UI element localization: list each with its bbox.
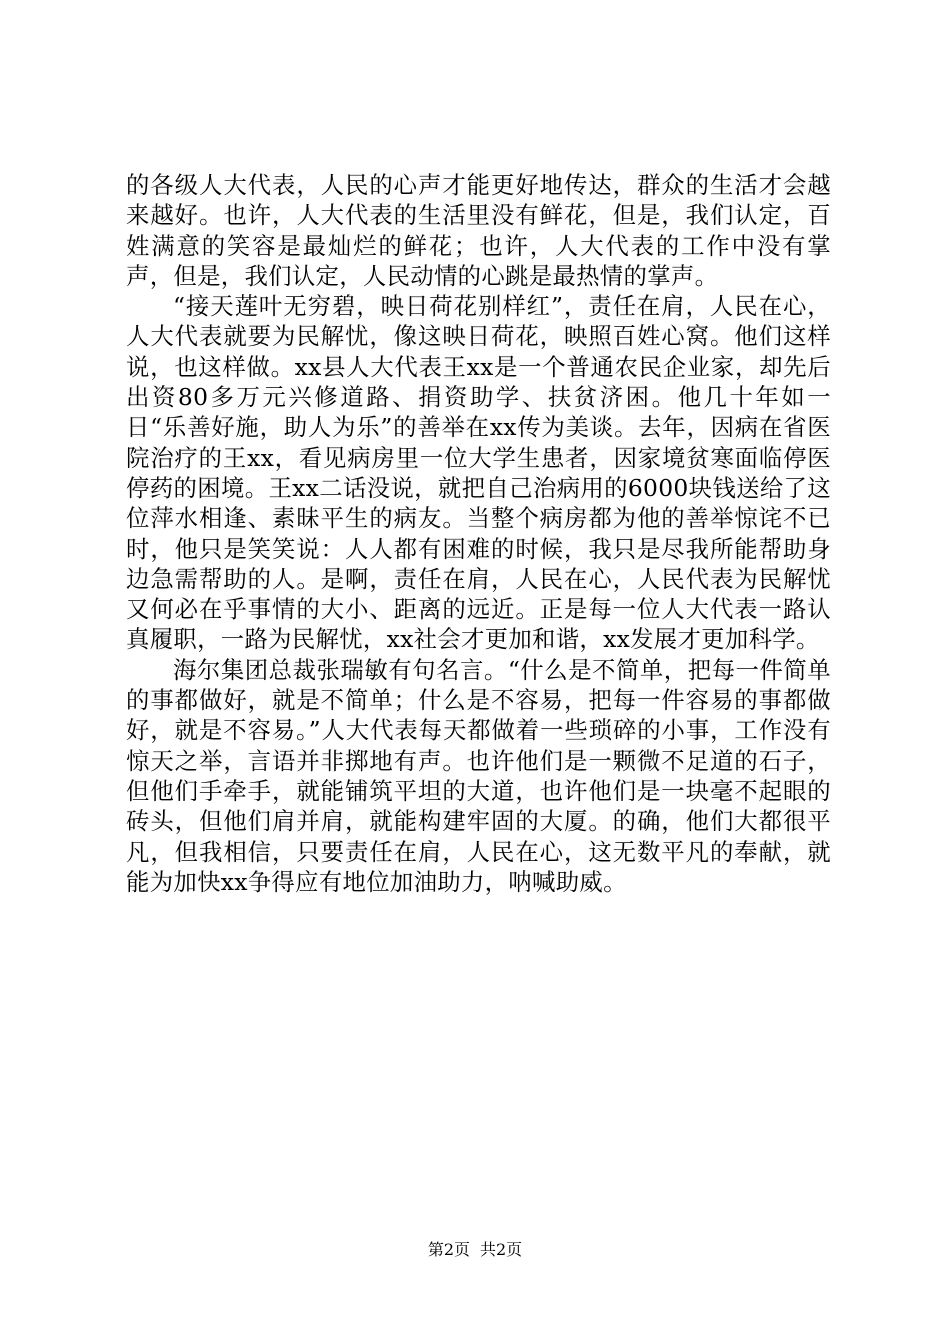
page-total: 共2页 [480, 1240, 523, 1259]
paragraph-3: 海尔集团总裁张瑞敏有句名言。“什么是不简单，把每一件简单的事都做好，就是不简单；什么是不容易，把每一件容易的事都做好，就是不容易。”人大代表每天都做着一些琐碎的小事，工作没有惊天之举，言语并非掷地有声。也许他们是一颗微不足道的石子，但他们手牵手，就能铺筑平坦的大道，也许他们是一块毫不起眼的砖头，但他们肩并肩，就能构建牢固的大厦。的确，他们大都很平凡，但我相信，只要责任在肩，人民在心，这无数平凡的奉献，就能为加快xx争得应有地位加油助力，呐喊助威。 [126, 655, 831, 896]
document-body [126, 170, 831, 897]
page-number: 第2页 [427, 1240, 470, 1259]
page-footer [0, 1240, 950, 1260]
paragraph-2: “接天莲叶无穷碧，映日荷花别样红”，责任在肩，人民在心，人大代表就要为民解忧，像这映日荷花，映照百姓心窝。他们这样说，也这样做。xx县人大代表王xx是一个普通农民企业家，却先后出资80多万元兴修道路、捐资助学、扶贫济困。他几十年如一日“乐善好施，助人为乐”的善举在xx传为美谈。去年，因病在省医院治疗的王xx，看见病房里一位大学生患者，因家境贫寒面临停医停药的困境。王xx二话没说，就把自己治病用的6000块钱送给了这位萍水相逢、素昧平生的病友。当整个病房都为他的善举惊诧不已时，他只是笑笑说：人人都有困难的时候，我只是尽我所能帮助身边急需帮助的人。是啊，责任在肩，人民在心，人民代表为民解忧又何必在乎事情的大小、距离的远近。正是每一位人大代表一路认真履职，一路为民解忧，xx社会才更加和谐，xx发展才更加科学。 [126, 292, 831, 654]
paragraph-1: 的各级人大代表，人民的心声才能更好地传达，群众的生活才会越来越好。也许，人大代表的生活里没有鲜花，但是，我们认定，百姓满意的笑容是最灿烂的鲜花；也许，人大代表的工作中没有掌声，但是，我们认定，人民动情的心跳是最热情的掌声。 [126, 171, 831, 290]
